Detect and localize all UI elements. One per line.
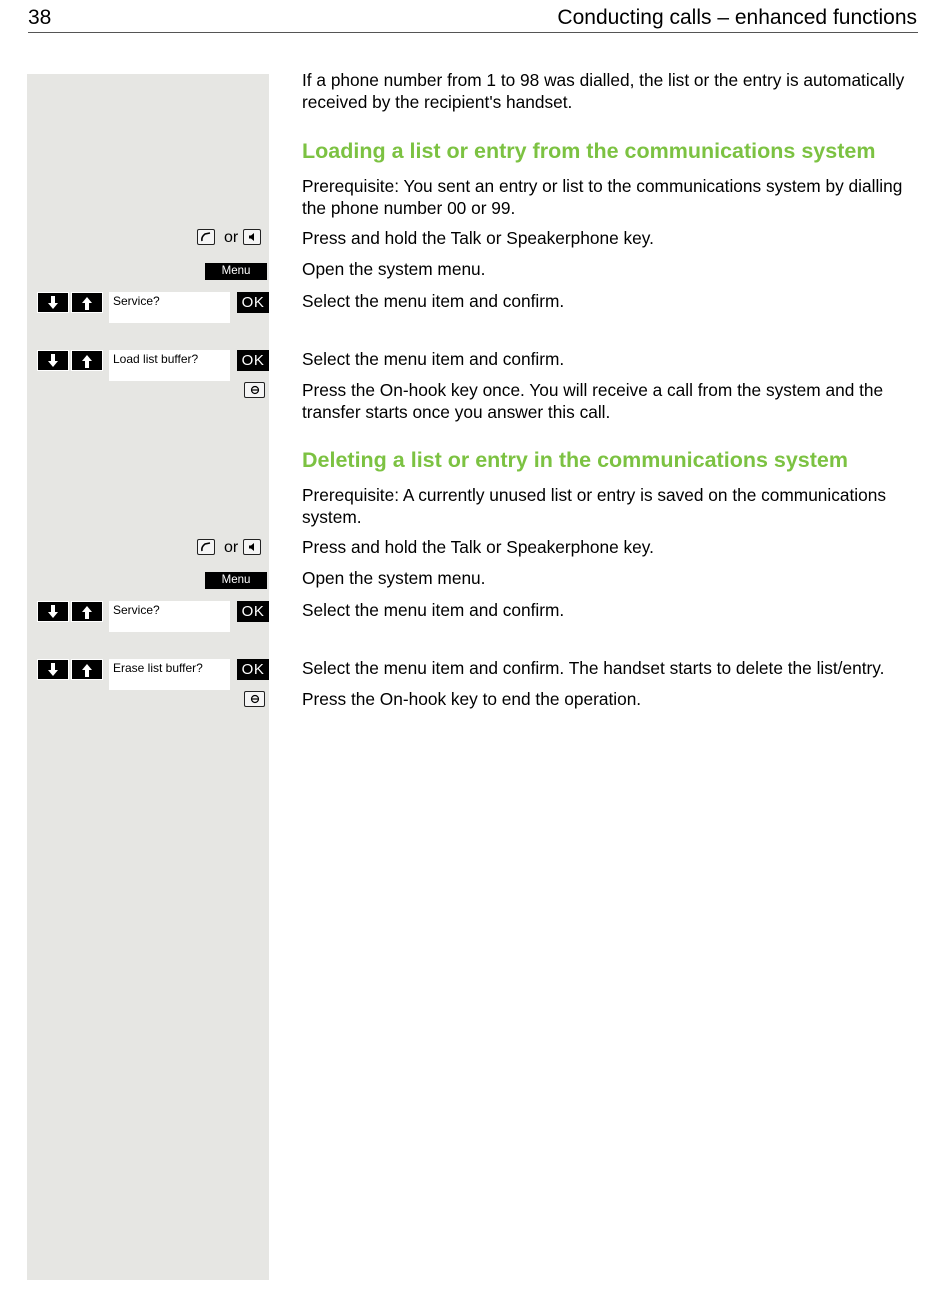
delete-step-4: Select the menu item and confirm. The handset starts to delete the list/entry. <box>302 658 885 678</box>
load-step-1: Press and hold the Talk or Speakerphone key. <box>302 228 654 248</box>
load-step-3: Select the menu item and confirm. <box>302 291 565 311</box>
on-hook-key-icon <box>244 382 265 398</box>
arrow-up-icon <box>71 601 103 622</box>
on-hook-key-icon <box>244 691 265 707</box>
page-number: 38 <box>28 6 52 29</box>
load-step-5: Press the On-hook key once. You will receive a call from the system and the transfer starts once you answer this call. <box>302 380 884 422</box>
ok-key: OK <box>237 350 269 371</box>
arrow-up-icon <box>71 659 103 680</box>
ok-key: OK <box>237 601 269 622</box>
arrow-down-icon <box>37 292 69 313</box>
arrow-up-icon <box>71 292 103 313</box>
or-label: or <box>224 539 239 556</box>
delete-step-1: Press and hold the Talk or Speakerphone key. <box>302 537 654 557</box>
display-service: Service? <box>109 292 230 323</box>
delete-step-2: Open the system menu. <box>302 568 486 588</box>
menu-key: Menu <box>205 572 267 589</box>
talk-key-icon <box>197 229 215 245</box>
menu-key: Menu <box>205 263 267 280</box>
display-load-list-buffer: Load list buffer? <box>109 350 230 381</box>
or-label: or <box>224 229 239 246</box>
arrow-down-icon <box>37 601 69 622</box>
load-prerequisite: Prerequisite: You sent an entry or list to the communications system by dialling the phone number 00 or 99. <box>302 176 903 218</box>
load-step-2: Open the system menu. <box>302 259 486 279</box>
header-rule <box>28 32 918 33</box>
intro-text: If a phone number from 1 to 98 was dialled, the list or the entry is automatically received by the recipient's handset. <box>302 70 905 112</box>
display-erase-list-buffer: Erase list buffer? <box>109 659 230 690</box>
delete-prerequisite: Prerequisite: A currently unused list or entry is saved on the communications system. <box>302 485 887 527</box>
speakerphone-key-icon <box>243 229 261 245</box>
delete-step-5: Press the On-hook key to end the operation. <box>302 689 642 709</box>
running-title: Conducting calls – enhanced functions <box>557 6 917 29</box>
ok-key: OK <box>237 292 269 313</box>
section-heading-delete: Deleting a list or entry in the communications system <box>302 448 848 472</box>
load-step-4: Select the menu item and confirm. <box>302 349 565 369</box>
delete-step-3: Select the menu item and confirm. <box>302 600 565 620</box>
display-service: Service? <box>109 601 230 632</box>
ok-key: OK <box>237 659 269 680</box>
section-heading-load: Loading a list or entry from the communications system <box>302 139 876 163</box>
arrow-up-icon <box>71 350 103 371</box>
talk-key-icon <box>197 539 215 555</box>
arrow-down-icon <box>37 659 69 680</box>
arrow-down-icon <box>37 350 69 371</box>
speakerphone-key-icon <box>243 539 261 555</box>
